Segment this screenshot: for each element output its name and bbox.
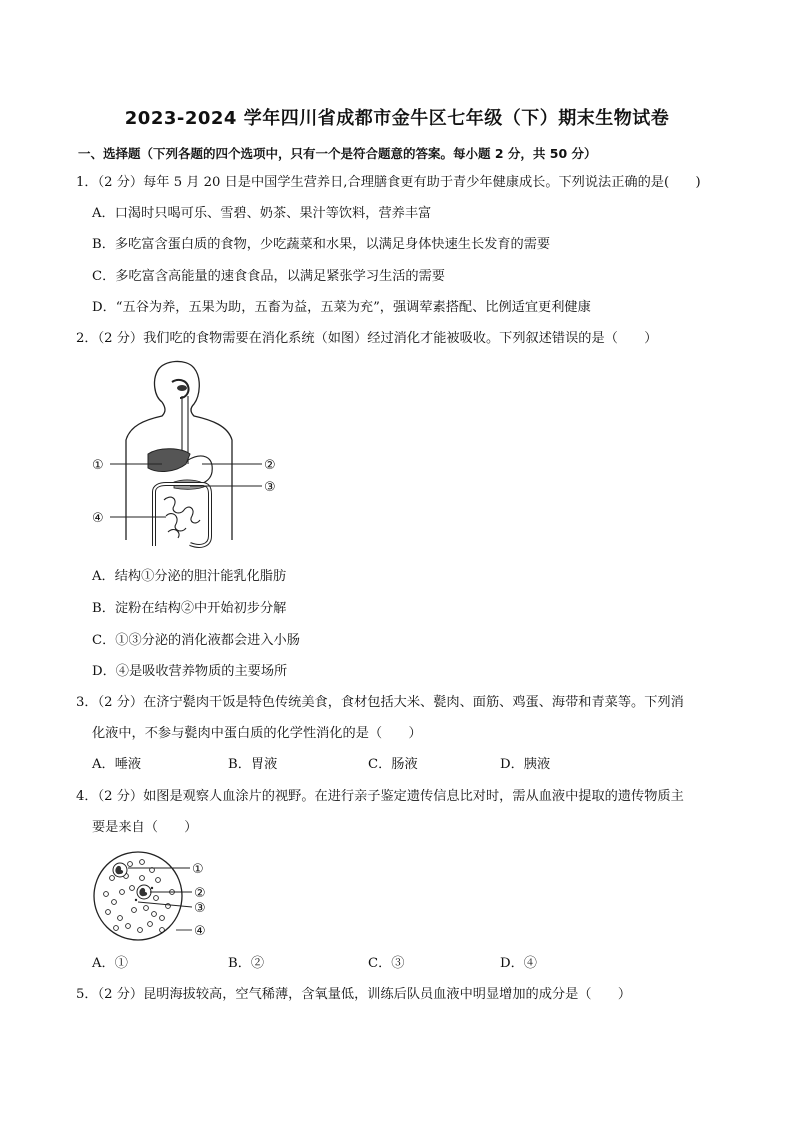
question-1-option-b: B．多吃富含蛋白质的食物，少吃蔬菜和水果，以满足身体快速生长发育的需要 [92,237,551,252]
question-4-option-c: C．③ [368,956,405,971]
question-3-option-d: D．胰液 [500,757,551,772]
label-4: ④ [92,511,104,526]
question-1-option-c: C．多吃富含高能量的速食食品，以满足紧张学习生活的需要 [92,269,445,284]
question-4-option-d: D．④ [500,956,537,971]
question-3-option-a: A．唾液 [92,757,142,772]
page-title: 2023-2024 学年四川省成都市金牛区七年级（下）期末生物试卷 [124,108,670,129]
question-1-option-d: D．“五谷为养，五果为助，五畜为益，五菜为充”，强调荤素搭配、比例适宜更利健康 [92,300,591,315]
blood-smear-diagram [92,848,222,948]
label-2: ② [194,886,206,901]
section-header: 一、选择题（下列各题的四个选项中，只有一个是符合题意的答案。每小题 2 分，共 50 分） [78,146,597,161]
question-3-stem-line1: 3．（2 分）在济宁甏肉干饭是特色传统美食，食材包括大米、甏肉、面筋、鸡蛋、海带和青菜等。下列消 [76,695,684,710]
question-2-option-a: A．结构①分泌的胆汁能乳化脂肪 [92,569,287,584]
question-4-stem-line1: 4．（2 分）如图是观察人血涂片的视野。在进行亲子鉴定遗传信息比对时，需从血液中提取的遗传物质主 [76,789,684,804]
question-1-option-a: A．口渴时只喝可乐、雪碧、奶茶、果汁等饮料，营养丰富 [92,206,432,221]
question-3-option-c: C．肠液 [368,757,418,772]
question-2-option-d: D．④是吸收营养物质的主要场所 [92,664,288,679]
question-1-stem: 1．（2 分）每年 5 月 20 日是中国学生营养日,合理膳食更有助于青少年健康成长。下列说法正确的是( ) [76,175,701,190]
label-4: ④ [194,924,206,939]
question-5-stem: 5．（2 分）昆明海拔较高，空气稀薄，含氧量低，训练后队员血液中明显增加的成分是（ ） [76,987,632,1002]
question-2-option-c: C．①③分泌的消化液都会进入小肠 [92,633,300,648]
question-2-option-b: B．淀粉在结构②中开始初步分解 [92,601,287,616]
label-3: ③ [194,901,206,916]
label-3: ③ [264,480,276,495]
question-4-option-a: A．① [92,956,128,971]
question-4-stem-line2: 要是来自（ ） [92,820,198,835]
question-2-stem: 2．（2 分）我们吃的食物需要在消化系统（如图）经过消化才能被吸收。下列叙述错误的是（ ） [76,331,658,346]
label-1: ① [92,458,104,473]
question-3-option-b: B．胃液 [228,757,278,772]
label-1: ① [192,862,204,877]
label-2: ② [264,458,276,473]
digestive-system-diagram [90,360,290,560]
question-4-option-b: B．② [228,956,265,971]
question-3-stem-line2: 化液中，不参与甏肉中蛋白质的化学性消化的是（ ） [92,726,422,741]
liver-shape [148,449,190,472]
